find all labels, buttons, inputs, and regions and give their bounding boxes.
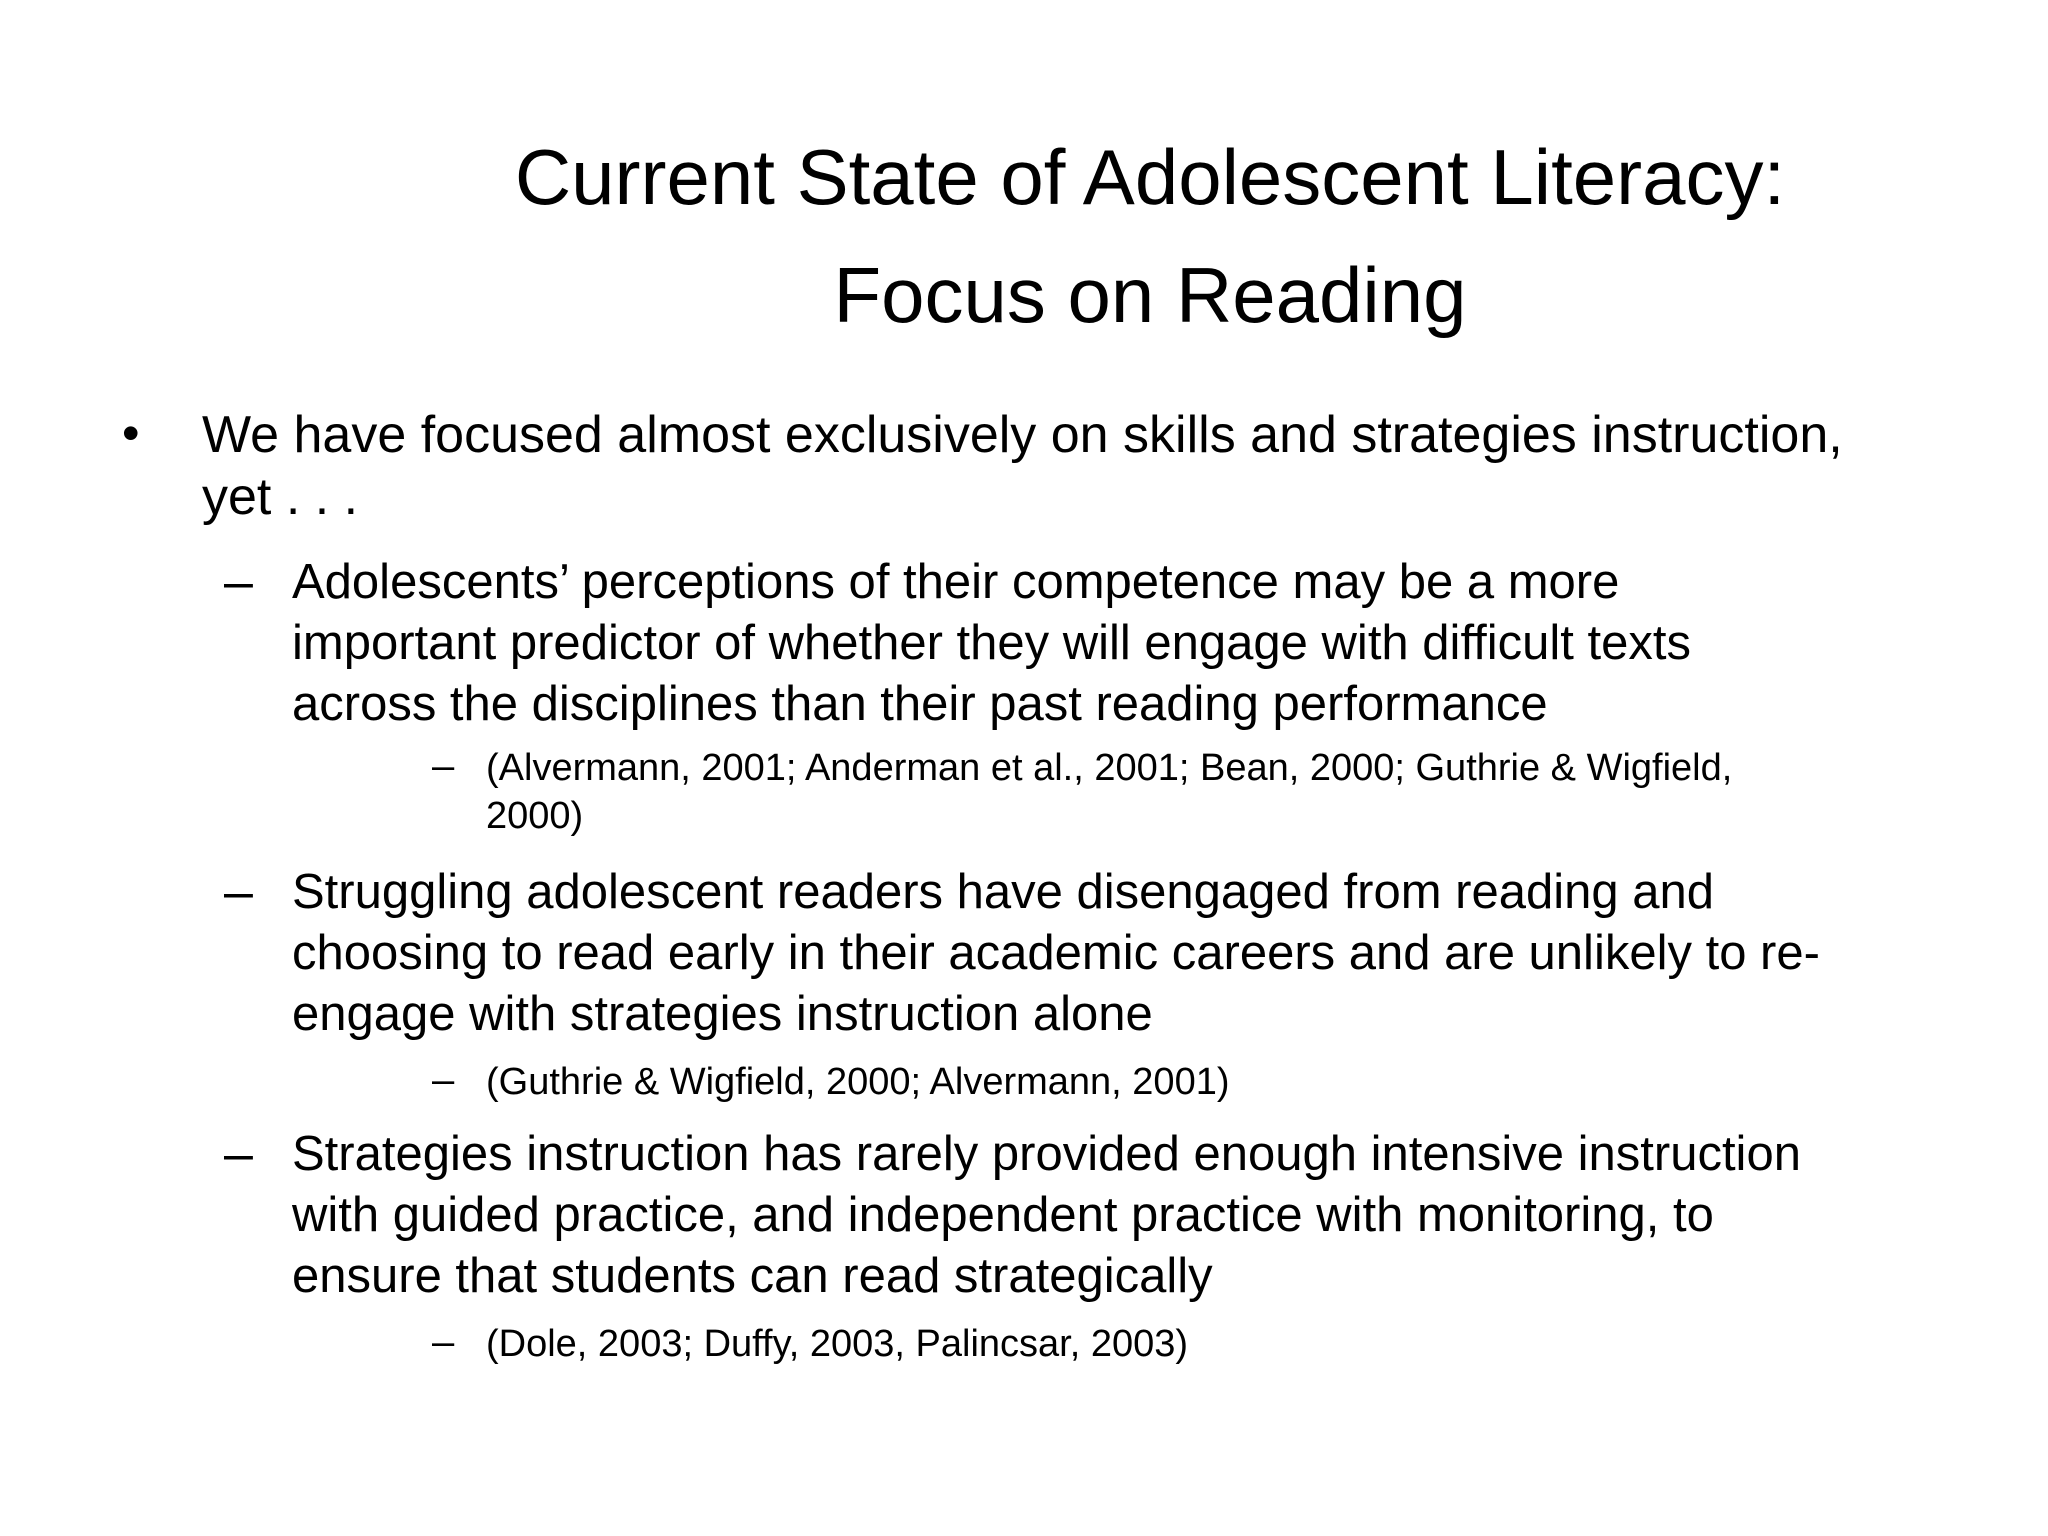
title-line-1: Current State of Adolescent Literacy: <box>514 133 1786 221</box>
sub-item-line: engage with strategies instruction alone <box>292 987 1153 1041</box>
sub-item-marker: – <box>224 553 253 611</box>
citation-line: (Alvermann, 2001; Anderman et al., 2001; Bean, 2000; Guthrie & Wigfield, <box>486 747 1733 789</box>
bullet-text-line: We have focused almost exclusively on skills and strategies instruction, <box>202 406 1843 464</box>
bullet-marker: • <box>122 405 140 461</box>
citation-text <box>486 1320 1188 1368</box>
sub-item-line: important predictor of whether they will engage with difficult texts <box>292 616 1692 670</box>
sub-item-text <box>292 1124 1801 1307</box>
slide-title <box>360 118 1940 354</box>
citation-text <box>486 744 1732 840</box>
sub-item-line: ensure that students can read strategically <box>292 1249 1213 1303</box>
citation-marker: – <box>432 1320 455 1364</box>
sub-item-line: Strategies instruction has rarely provided enough intensive instruction <box>292 1127 1801 1181</box>
citation-marker: – <box>432 1058 455 1102</box>
citation-line: 2000) <box>486 795 584 837</box>
sub-item-marker: – <box>224 863 253 921</box>
sub-item-text <box>292 552 1691 735</box>
citation-line: (Guthrie & Wigfield, 2000; Alvermann, 2001) <box>486 1061 1230 1103</box>
sub-item-text <box>292 862 1820 1045</box>
sub-item-marker: – <box>224 1125 253 1183</box>
bullet-text <box>202 404 1843 528</box>
bullet-text-line: yet . . . <box>202 468 359 526</box>
sub-item-line: choosing to read early in their academic careers and are unlikely to re- <box>292 926 1820 980</box>
citation-text <box>486 1058 1230 1106</box>
citation-marker: – <box>432 744 455 788</box>
citation-line: (Dole, 2003; Duffy, 2003, Palincsar, 2003) <box>486 1323 1189 1365</box>
title-line-2: Focus on Reading <box>833 251 1467 339</box>
sub-item-line: Adolescents’ perceptions of their competence may be a more <box>292 555 1620 609</box>
sub-item-line: across the disciplines than their past reading performance <box>292 677 1548 731</box>
sub-item-line: with guided practice, and independent practice with monitoring, to <box>292 1188 1714 1242</box>
sub-item-line: Struggling adolescent readers have disengaged from reading and <box>292 865 1714 919</box>
